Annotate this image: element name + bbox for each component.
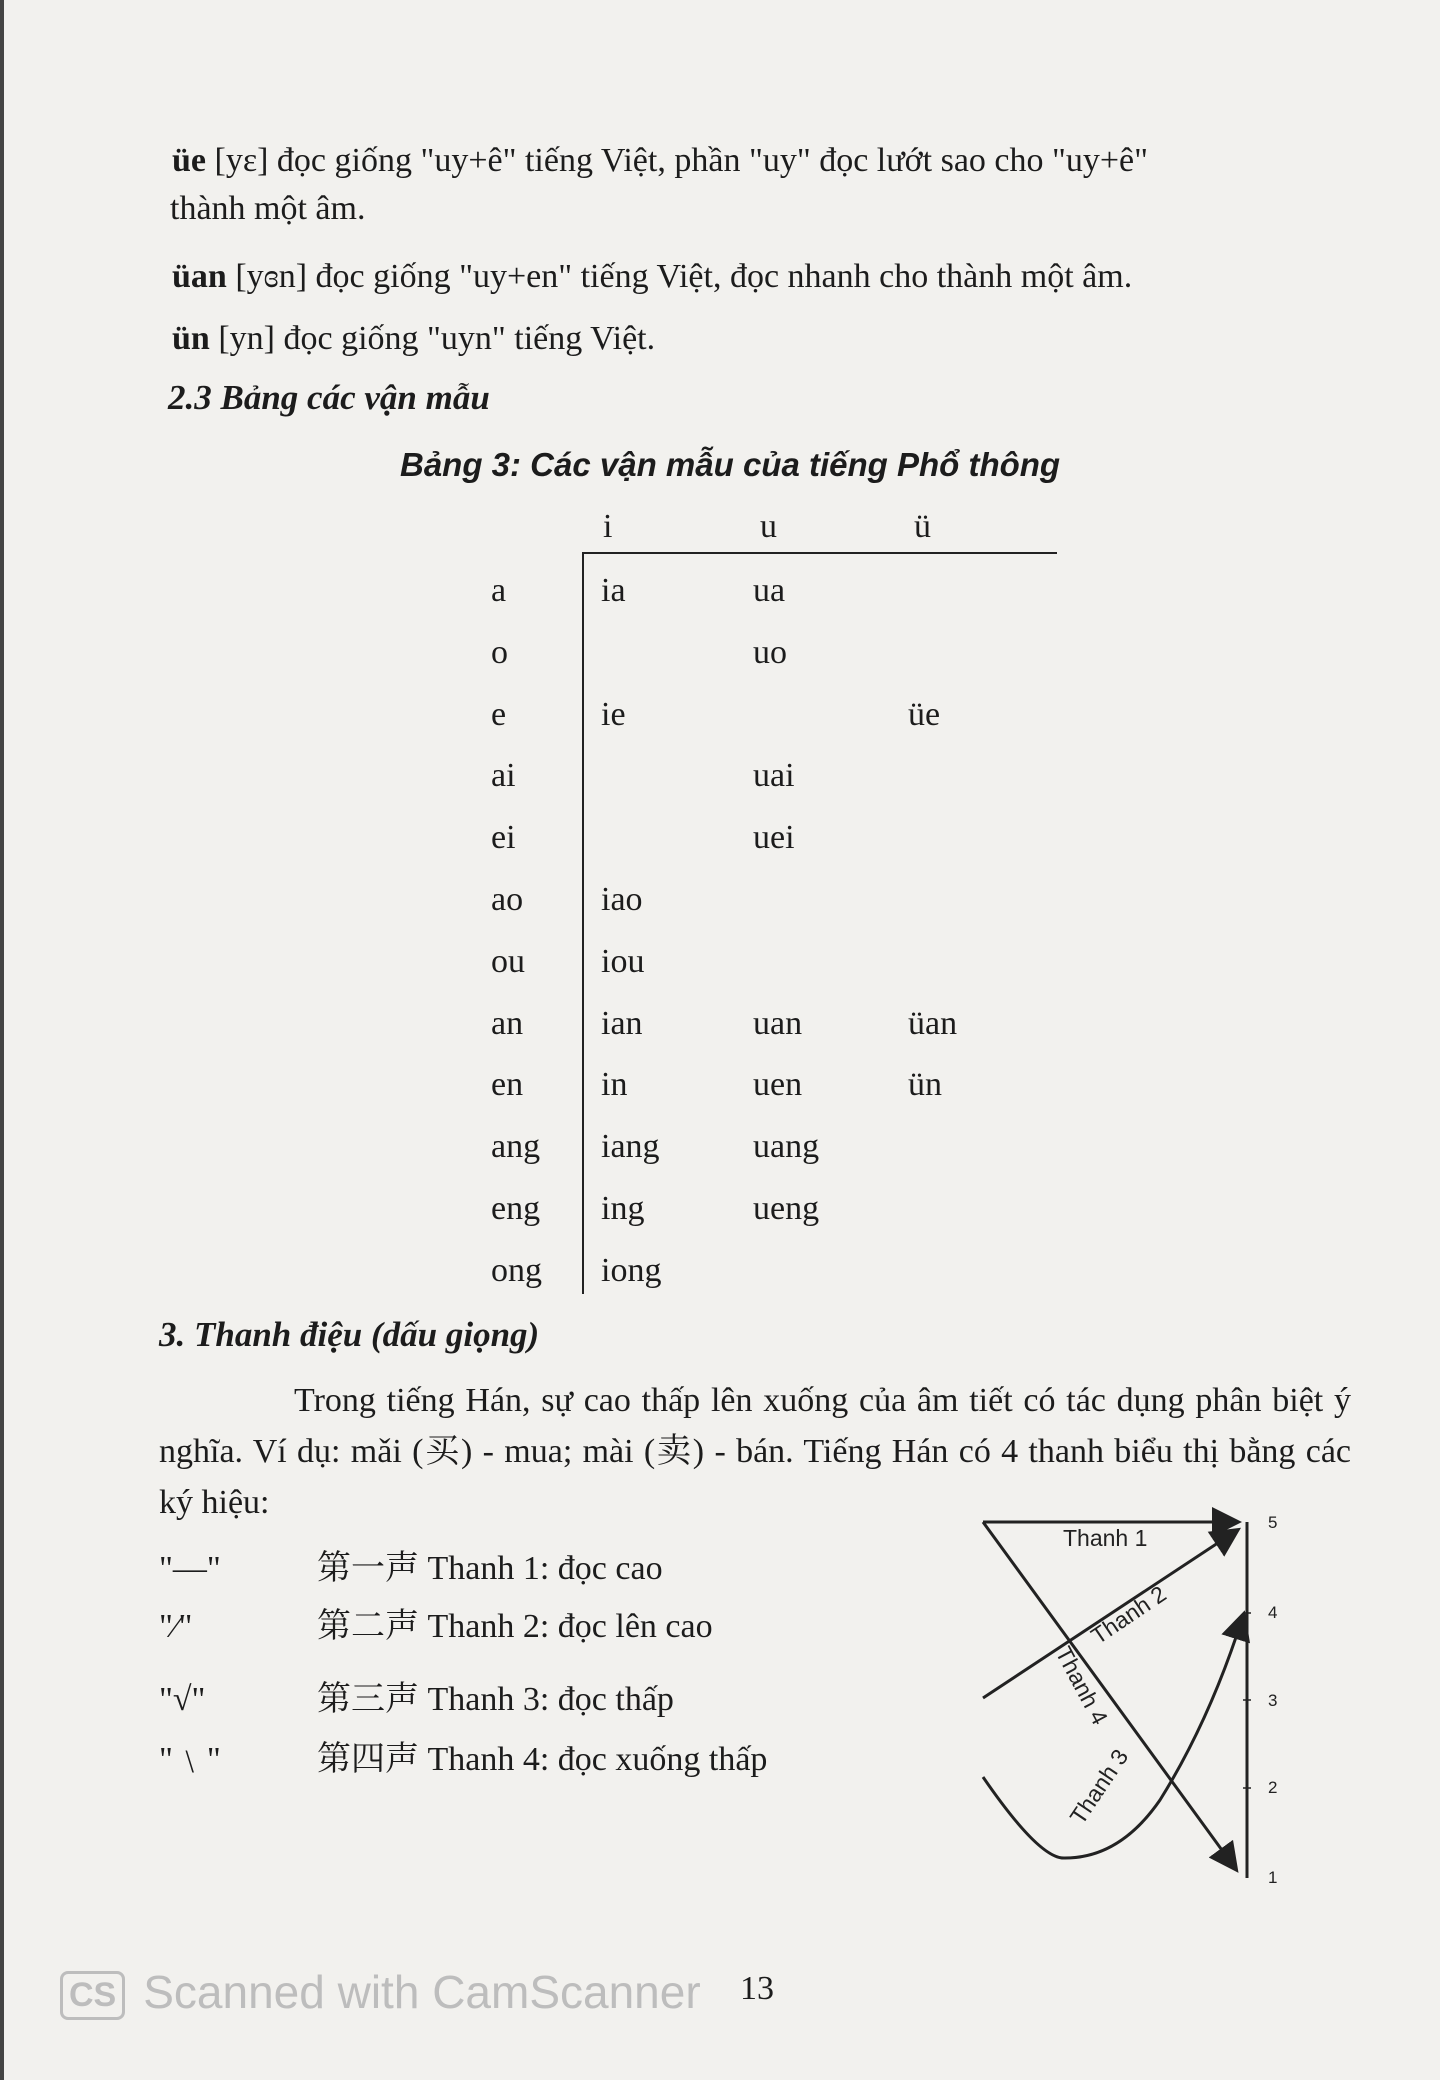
row-label: ao xyxy=(491,881,524,918)
table-cell: iou xyxy=(601,942,645,980)
row-label: ong xyxy=(491,1251,542,1289)
text-line-uan: üan [yɞn] đọc giống "uy+en" tiếng Việt, đọc nhanh cho thành một âm. xyxy=(172,258,1133,295)
row-label: e xyxy=(491,695,507,733)
intro-paragraph: Trong tiếng Hán, sự cao thấp lên xuống của âm tiết có tác dụng phân biệt ý nghĩa. Ví dụ: mǎi (买) - mua; mài (卖) - bán. Tiếng Hán có 4 thanh biểu thị bằng các ký hiệu: xyxy=(159,1382,1351,1521)
table-cell: uo xyxy=(753,633,787,671)
scale-label: 2 xyxy=(1268,1778,1278,1797)
tone-item: "—" 第一声 Thanh 1: đọc cao xyxy=(159,1550,663,1587)
text-line-ue: üe [yɛ] đọc giống "uy+ê" tiếng Việt, phần "uy" đọc lướt sao cho "uy+ê" xyxy=(172,142,1149,179)
table-cell: ia xyxy=(601,572,626,609)
row-label: a xyxy=(491,572,507,609)
table-header: ü xyxy=(914,508,931,545)
page-number: 13 xyxy=(740,1970,774,2007)
scale-label: 3 xyxy=(1268,1691,1278,1710)
table-cell: uen xyxy=(753,1066,803,1104)
row-label: eng xyxy=(491,1190,541,1227)
scale-label: 1 xyxy=(1268,1868,1278,1887)
section-heading-3: 3. Thanh điệu (dấu giọng) xyxy=(159,1315,540,1354)
table-cell: üe xyxy=(908,695,941,733)
table-cell: uai xyxy=(753,757,795,795)
table-cell: iong xyxy=(601,1251,662,1289)
table-cell: ua xyxy=(753,572,786,609)
tone3-label: Thanh 3 xyxy=(1064,1744,1134,1829)
table-cell: üan xyxy=(908,1004,958,1042)
camscanner-watermark xyxy=(60,1965,701,2020)
section-heading-2-3: 2.3 Bảng các vận mẫu xyxy=(168,378,490,417)
tone3-arrow xyxy=(983,1616,1243,1858)
tone4-label: Thanh 4 xyxy=(1050,1642,1114,1729)
scale-label: 5 xyxy=(1268,1513,1278,1532)
table-cell: ian xyxy=(601,1004,643,1042)
text-line-un: ün [yn] đọc giống "uyn" tiếng Việt. xyxy=(172,320,656,357)
tone4-arrow xyxy=(983,1522,1235,1868)
tone-item: "﹨" 第四声 Thanh 4: đọc xuống thấp xyxy=(159,1741,768,1778)
table-cell: ing xyxy=(601,1190,645,1227)
table-cell: in xyxy=(601,1066,628,1104)
row-label: o xyxy=(491,633,508,671)
watermark-text: Scanned with CamScanner xyxy=(143,1966,701,2018)
row-label: ang xyxy=(491,1128,541,1166)
table-cell: uan xyxy=(753,1004,803,1042)
text-line-ue-cont: thành một âm. xyxy=(170,190,366,227)
table-cell: ün xyxy=(908,1066,942,1104)
table-cell: ie xyxy=(601,695,626,733)
table-cell: iao xyxy=(601,881,643,918)
row-label: ai xyxy=(491,757,516,795)
table-cell: ueng xyxy=(753,1190,820,1227)
tone2-label: Thanh 2 xyxy=(1086,1580,1171,1650)
table-header: u xyxy=(760,508,777,545)
scale-label: 4 xyxy=(1268,1603,1278,1622)
table-cell: uei xyxy=(753,819,795,857)
table-cell: uang xyxy=(753,1128,820,1166)
tone-item: "⁄" 第二声 Thanh 2: đọc lên cao xyxy=(159,1608,713,1645)
row-label: an xyxy=(491,1004,524,1042)
table-title: Bảng 3: Các vận mẫu của tiếng Phổ thông xyxy=(400,446,1061,483)
row-label: en xyxy=(491,1066,524,1104)
table-header: i xyxy=(603,508,613,545)
row-label: ei xyxy=(491,819,516,857)
tone1-label: Thanh 1 xyxy=(1063,1525,1148,1551)
table-cell: iang xyxy=(601,1128,660,1166)
tone-item: "√" 第三声 Thanh 3: đọc thấp xyxy=(159,1681,674,1718)
camscanner-logo: CS xyxy=(60,1971,125,2020)
row-label: ou xyxy=(491,942,525,980)
